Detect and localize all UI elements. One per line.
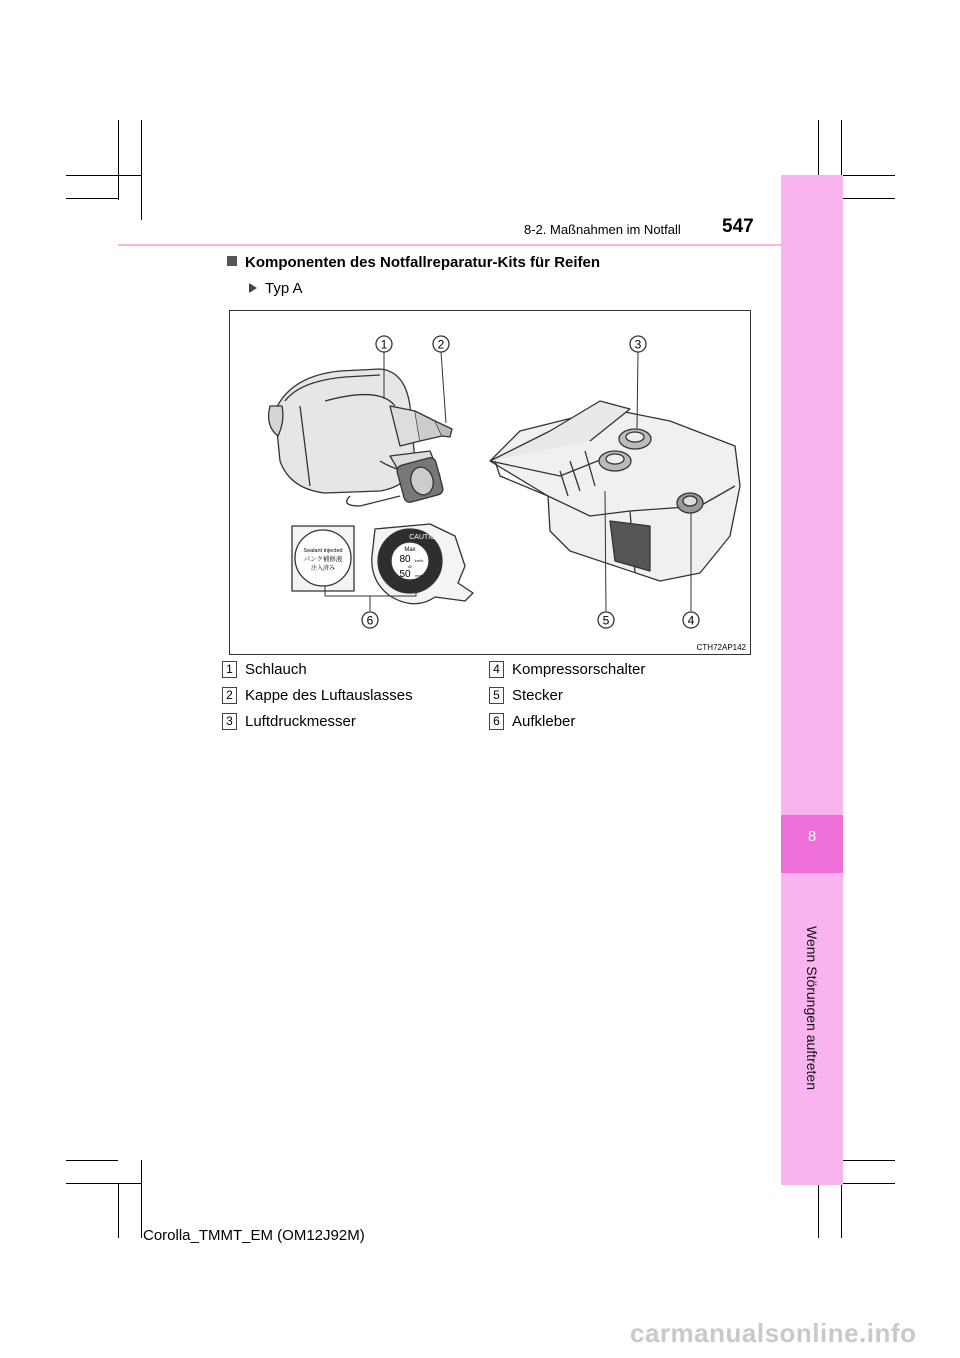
sticker-speed-1: 80 [399, 554, 411, 565]
document-id: Corolla_TMMT_EM (OM12J92M) [143, 1227, 365, 1244]
triangle-bullet-icon [249, 283, 257, 293]
watermark: carmanualsonline.info [630, 1318, 917, 1348]
legend-label: Schlauch [245, 661, 307, 678]
crop-mark [66, 198, 118, 199]
legend-label: Stecker [512, 687, 563, 704]
figure-code: CTH72AP142 [696, 643, 746, 652]
repair-kit-illustration [229, 310, 751, 655]
crop-mark [66, 1160, 118, 1161]
legend-item [222, 661, 307, 678]
callout-1: 1 [380, 337, 388, 352]
sticker-text-1: Sealant injected [303, 548, 343, 554]
section-title: 8-2. Maßnahmen im Notfall [524, 222, 681, 237]
legend-label: Luftdruckmesser [245, 713, 356, 730]
sticker-caution-text: CAUTION [409, 534, 441, 541]
crop-mark [66, 175, 141, 176]
chapter-number: 8 [807, 828, 817, 845]
callout-6: 6 [366, 613, 374, 628]
callout-2: 2 [437, 337, 445, 352]
sticker-unit-1: km/h [414, 558, 424, 563]
legend-number: 1 [222, 661, 237, 678]
callout-5: 5 [602, 613, 610, 628]
legend-item [222, 713, 356, 730]
callout-4: 4 [687, 613, 695, 628]
page-number: 547 [722, 216, 754, 237]
crop-mark [118, 1183, 119, 1238]
legend-item [222, 687, 413, 704]
sticker-text-3: 注入済み [310, 566, 336, 572]
section-heading [227, 254, 600, 271]
sticker-text-2: パンク補修液 [303, 556, 343, 563]
legend-label: Kappe des Luftauslasses [245, 687, 413, 704]
sealant-bottle [269, 369, 452, 506]
legend-item [489, 713, 575, 730]
legend-number: 6 [489, 713, 504, 730]
sticker-unit-2: mph [415, 573, 423, 578]
square-bullet-icon [227, 256, 237, 266]
subtype-text: Typ A [265, 280, 303, 297]
sticker-speed-2: 50 [399, 569, 411, 580]
crop-mark [141, 1160, 142, 1238]
crop-mark [118, 120, 119, 200]
crop-mark [841, 1160, 895, 1161]
legend-item [489, 661, 645, 678]
subtype-label [249, 280, 303, 297]
crop-mark [841, 1183, 842, 1238]
chapter-title: Wenn Störungen auftreten [804, 926, 820, 1090]
legend-label: Aufkleber [512, 713, 576, 730]
callout-3: 3 [634, 337, 642, 352]
sticker-max: Max [404, 547, 416, 553]
legend-item [489, 687, 563, 704]
legend-number: 4 [489, 661, 504, 678]
legend-label: Kompressorschalter [512, 661, 646, 678]
sticker-or: or [407, 564, 413, 569]
header-divider [118, 244, 781, 246]
crop-mark [141, 120, 142, 220]
legend-number: 3 [222, 713, 237, 730]
crop-mark [841, 198, 895, 199]
crop-mark [66, 1183, 141, 1184]
legend-number: 5 [489, 687, 504, 704]
legend-number: 2 [222, 687, 237, 704]
compressor-unit [490, 401, 740, 581]
heading-text: Komponenten des Notfallreparatur-Kits für Reifen [245, 254, 601, 271]
